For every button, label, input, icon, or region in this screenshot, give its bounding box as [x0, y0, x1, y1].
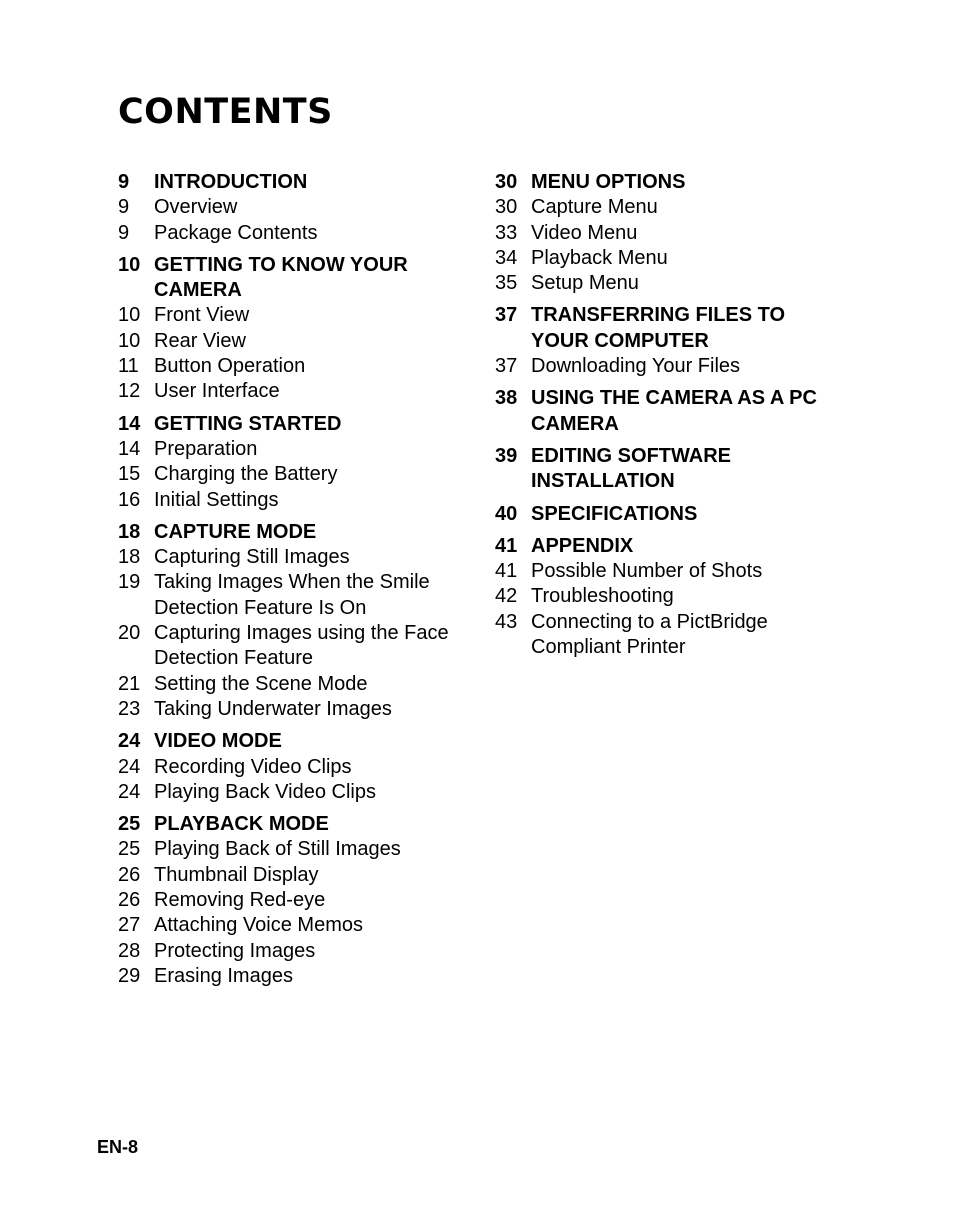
toc-page-number: 26	[118, 889, 141, 912]
toc-page-number: 9	[118, 171, 130, 193]
toc-subentry[interactable]	[118, 672, 468, 697]
toc-subentry[interactable]	[118, 488, 468, 513]
toc-page-number: 33	[495, 221, 518, 244]
toc-entry-title: INTRODUCTION	[154, 171, 308, 193]
toc-column-right	[495, 170, 845, 660]
toc-subentry[interactable]	[495, 584, 845, 609]
toc-page-number: 41	[495, 534, 518, 557]
toc-subentry[interactable]	[118, 462, 468, 487]
toc-chapter-heading[interactable]	[495, 386, 845, 437]
toc-chapter-heading[interactable]	[495, 502, 845, 527]
toc-subentry[interactable]	[118, 780, 468, 805]
toc-subentry[interactable]	[118, 837, 468, 862]
toc-section	[495, 303, 845, 379]
toc-subentry[interactable]	[495, 559, 845, 584]
toc-page-number: 19	[118, 571, 141, 594]
toc-entry-title: CAPTURE MODE	[154, 520, 317, 543]
toc-subentry[interactable]	[495, 354, 845, 379]
toc-section	[495, 534, 845, 660]
toc-subentry[interactable]	[118, 379, 468, 404]
toc-entry-title: Front View	[154, 304, 250, 327]
toc-page-number: 11	[118, 355, 139, 378]
toc-subentry[interactable]	[118, 697, 468, 722]
toc-page-number: 16	[118, 488, 141, 511]
toc-entry-title: Playing Back Video Clips	[154, 780, 376, 803]
toc-entry-title: Connecting to a PictBridge Compliant Printer	[531, 610, 768, 659]
toc-page-number: 10	[118, 253, 141, 276]
toc-page-number: 23	[118, 697, 141, 720]
toc-section	[495, 386, 845, 437]
toc-page-number: 10	[118, 329, 141, 352]
toc-section	[118, 812, 468, 989]
toc-entry-title: Troubleshooting	[531, 585, 674, 608]
toc-page-number: 30	[495, 171, 518, 193]
toc-entry-title: GETTING TO KNOW YOUR CAMERA	[154, 253, 408, 302]
toc-entry-title: Taking Underwater Images	[154, 697, 392, 720]
toc-chapter-heading[interactable]	[118, 170, 468, 195]
toc-page-number: 29	[118, 964, 141, 987]
toc-subentry[interactable]	[118, 570, 468, 621]
toc-subentry[interactable]	[118, 354, 468, 379]
toc-subentry[interactable]	[118, 621, 468, 672]
toc-entry-title: Capturing Still Images	[154, 546, 350, 569]
toc-page-number: 14	[118, 437, 141, 460]
toc-section	[118, 729, 468, 805]
toc-subentry[interactable]	[495, 195, 845, 220]
toc-page-number: 18	[118, 546, 141, 569]
toc-entry-title: PLAYBACK MODE	[154, 813, 329, 836]
toc-page-number: 10	[118, 304, 141, 327]
toc-section	[118, 170, 468, 246]
toc-entry-title: Rear View	[154, 329, 246, 352]
toc-page-number: 27	[118, 914, 141, 937]
toc-page-number: 26	[118, 863, 141, 886]
toc-page-number: 9	[118, 221, 130, 244]
toc-subentry[interactable]	[495, 221, 845, 246]
toc-page-number: 21	[118, 672, 141, 695]
toc-subentry[interactable]	[118, 195, 468, 220]
toc-subentry[interactable]	[118, 964, 468, 989]
toc-subentry[interactable]	[495, 246, 845, 271]
page-title: CONTENTS	[118, 92, 333, 132]
page-number: EN-8	[97, 1137, 139, 1157]
toc-page-number: 39	[495, 444, 518, 467]
toc-entry-title: APPENDIX	[531, 534, 634, 557]
toc-subentry[interactable]	[118, 863, 468, 888]
toc-entry-title: Taking Images When the Smile Detection Feature Is On	[154, 571, 430, 619]
toc-subentry[interactable]	[118, 888, 468, 913]
toc-page-number: 40	[495, 502, 518, 525]
toc-section	[118, 520, 468, 722]
toc-entry-title: Setting the Scene Mode	[154, 672, 368, 695]
toc-entry-title: Possible Number of Shots	[531, 560, 763, 583]
toc-entry-title: USING THE CAMERA AS A PC CAMERA	[531, 387, 817, 435]
toc-page-number: 38	[495, 387, 518, 410]
toc-page-number: 14	[118, 412, 141, 435]
toc-page-number: 15	[118, 463, 141, 486]
toc-entry-title: GETTING STARTED	[154, 412, 342, 435]
toc-page-number: 12	[118, 380, 141, 403]
toc-entry-title: Preparation	[154, 437, 258, 460]
toc-entry-title: Playback Menu	[531, 246, 668, 269]
toc-entry-title: Initial Settings	[154, 488, 279, 511]
toc-entry-title: Downloading Your Files	[531, 355, 741, 378]
toc-subentry[interactable]	[118, 221, 468, 246]
toc-chapter-heading[interactable]	[118, 412, 468, 437]
toc-subentry[interactable]	[495, 271, 845, 296]
toc-page-number: 28	[118, 939, 141, 962]
toc-subentry[interactable]	[118, 437, 468, 462]
toc-chapter-heading[interactable]	[118, 729, 468, 754]
toc-subentry[interactable]	[118, 545, 468, 570]
toc-chapter-heading[interactable]	[495, 444, 845, 495]
toc-subentry[interactable]	[118, 939, 468, 964]
toc-subentry[interactable]	[118, 755, 468, 780]
toc-entry-title: Playing Back of Still Images	[154, 838, 401, 861]
toc-chapter-heading[interactable]	[495, 170, 845, 195]
toc-page-number: 30	[495, 196, 518, 219]
toc-chapter-heading[interactable]	[495, 303, 845, 354]
toc-entry-title: Charging the Battery	[154, 463, 338, 486]
toc-entry-title: Protecting Images	[154, 939, 316, 962]
toc-subentry[interactable]	[118, 913, 468, 938]
toc-entry-title: Video Menu	[531, 221, 638, 244]
toc-entry-title: VIDEO MODE	[154, 730, 282, 753]
toc-entry-title: Setup Menu	[531, 272, 639, 295]
toc-subentry[interactable]	[118, 303, 468, 328]
toc-page-number: 37	[495, 304, 518, 327]
toc-chapter-heading[interactable]	[118, 812, 468, 837]
toc-page-number: 25	[118, 838, 141, 861]
toc-subentry[interactable]	[118, 329, 468, 354]
toc-entry-title: Button Operation	[154, 355, 306, 378]
toc-entry-title: TRANSFERRING FILES TO YOUR COMPUTER	[531, 304, 786, 352]
toc-section	[495, 170, 845, 296]
toc-section	[495, 502, 845, 527]
toc-entry-title: Capturing Images using the Face Detection Feature	[154, 622, 449, 670]
toc-page-number: 18	[118, 520, 141, 543]
toc-page-number: 42	[495, 585, 518, 608]
toc-page-number: 41	[495, 560, 518, 583]
toc-column-left	[118, 170, 468, 989]
toc-chapter-heading[interactable]	[495, 534, 845, 559]
toc-page-number: 35	[495, 272, 518, 295]
toc-chapter-heading[interactable]	[118, 253, 468, 304]
toc-page-number: 43	[495, 610, 518, 633]
toc-subentry[interactable]	[495, 610, 845, 661]
toc-section	[118, 412, 468, 513]
toc-page-number: 24	[118, 780, 141, 803]
toc-page-number: 20	[118, 622, 141, 645]
toc-page-number: 37	[495, 355, 518, 378]
toc-entry-title: Package Contents	[154, 221, 318, 244]
toc-entry-title: Capture Menu	[531, 196, 658, 219]
toc-entry-title: Thumbnail Display	[154, 863, 319, 886]
toc-entry-title: MENU OPTIONS	[531, 171, 686, 193]
toc-chapter-heading[interactable]	[118, 520, 468, 545]
toc-entry-title: User Interface	[154, 380, 280, 403]
toc-page-number: 24	[118, 755, 141, 778]
toc-page-number: 25	[118, 813, 141, 836]
toc-page-number: 9	[118, 196, 130, 219]
toc-page-number: 24	[118, 730, 141, 753]
toc-section	[495, 444, 845, 495]
toc-page-number: 34	[495, 246, 518, 269]
toc-entry-title: EDITING SOFTWARE INSTALLATION	[531, 444, 731, 493]
toc-entry-title: Attaching Voice Memos	[154, 914, 363, 937]
toc-entry-title: SPECIFICATIONS	[531, 502, 698, 525]
toc-entry-title: Recording Video Clips	[154, 755, 352, 778]
toc-section	[118, 253, 468, 405]
toc-entry-title: Erasing Images	[154, 964, 293, 987]
toc-entry-title: Overview	[154, 196, 238, 219]
toc-entry-title: Removing Red-eye	[154, 889, 326, 912]
